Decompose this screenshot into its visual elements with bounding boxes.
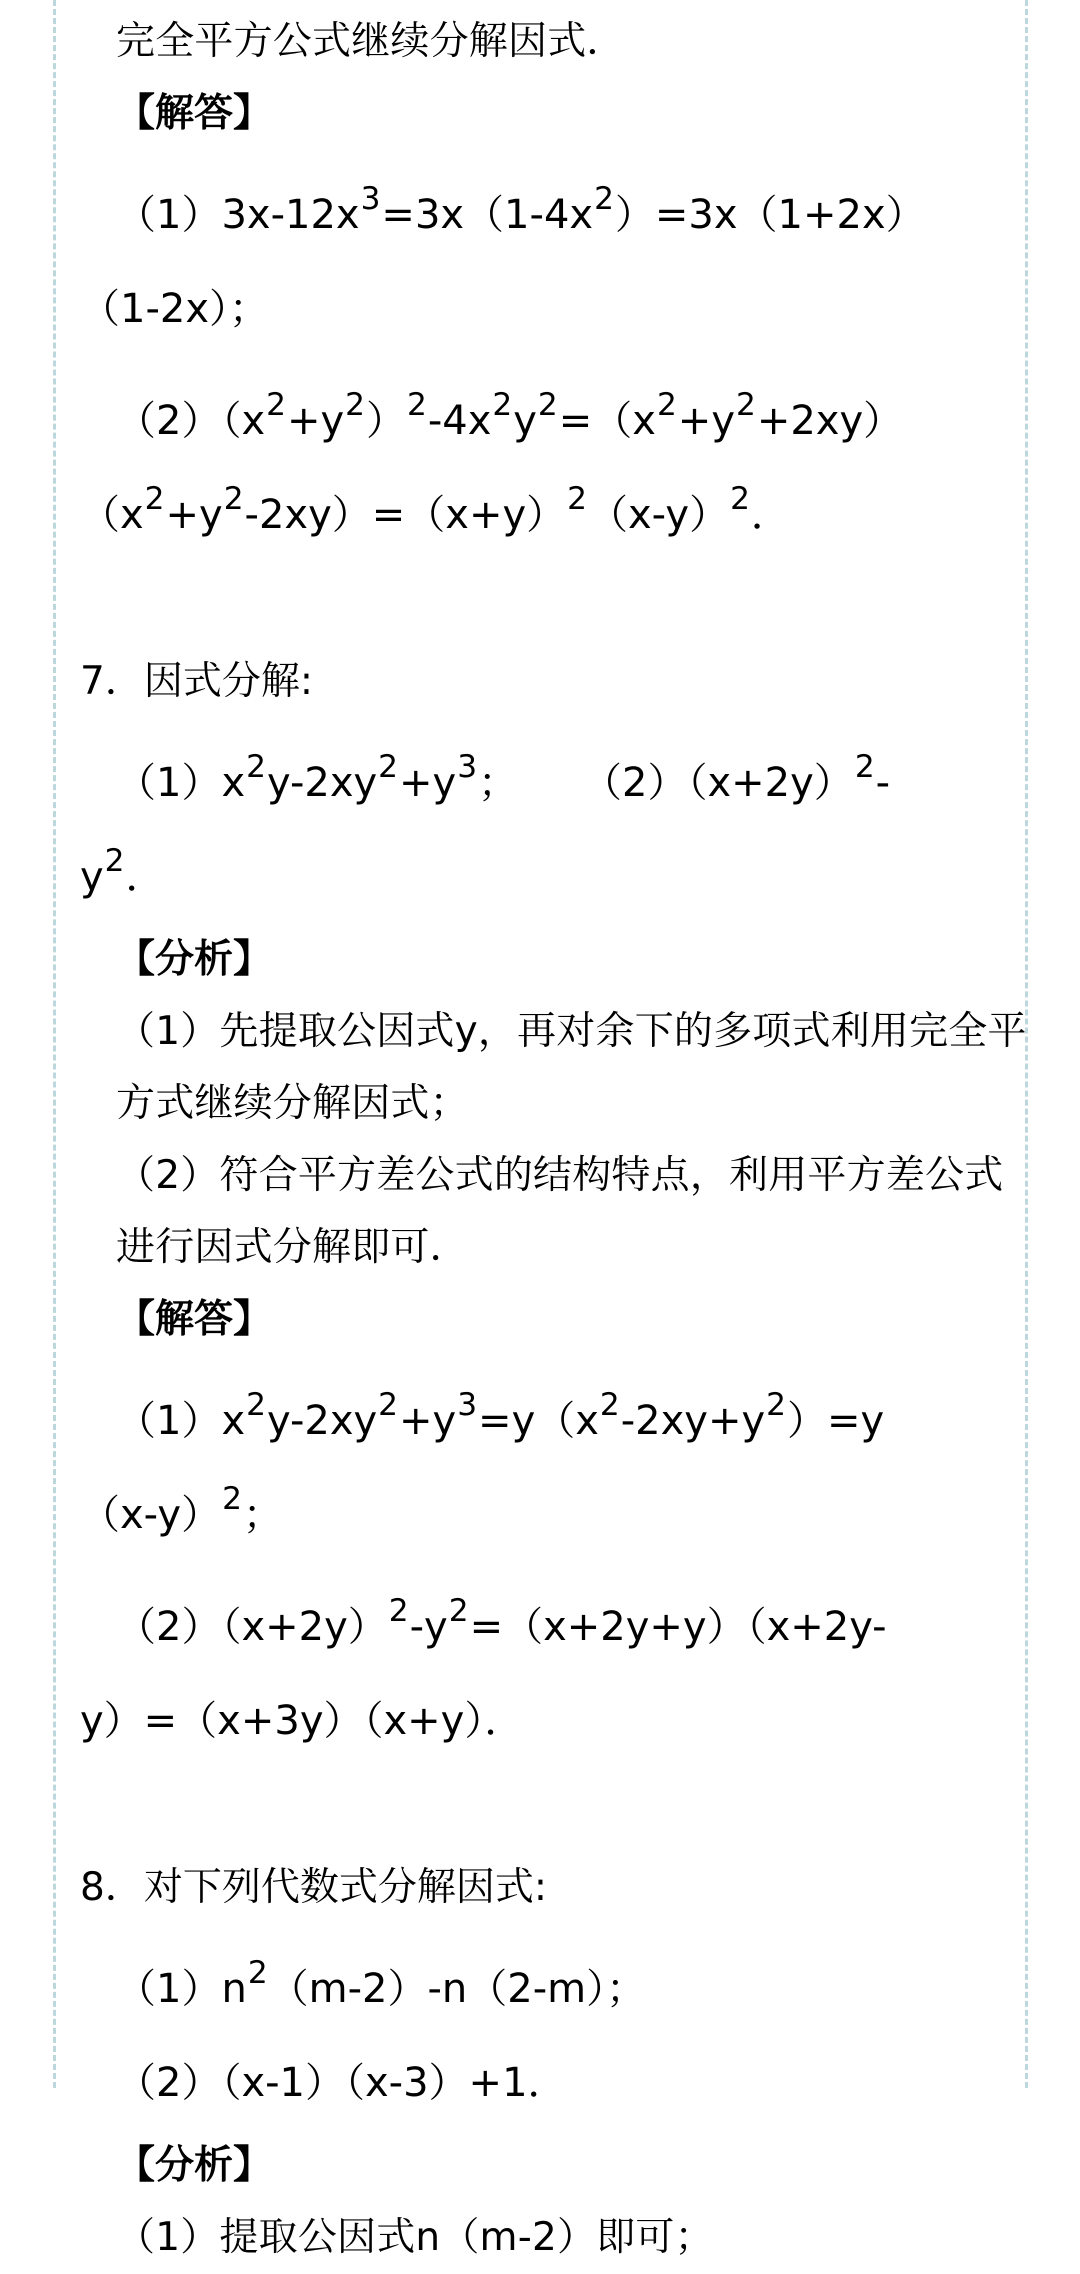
q7-answer-part2-line1: $(2)(x+2y)^2-y^2=(x+2y+y)(x+2y-$ (116, 1592, 887, 1650)
spacer (0, 1562, 1080, 1580)
q6-answer-part1-line2: （1-2x）； (80, 286, 270, 332)
q7-analysis-part1: （1）先提取公因式y，再对余下的多项式利用完全平方式继续分解因式； (116, 1009, 1027, 1126)
spacer (0, 150, 1080, 168)
question-8-title: 8．对下列代数式分解因式: (80, 1865, 547, 1910)
spacer (0, 1356, 1080, 1374)
q7-answer-part1-line1: $(1)x^2y-2xy^2+y^3=y(x^2-2xy+y^2)=y$ (116, 1386, 885, 1444)
spacer (0, 562, 1080, 646)
question-7-title: 7．因式分解: (80, 659, 313, 704)
q7-answer-part1-line2: $(x-y)^2$； (80, 1480, 283, 1538)
q6-answer-part2-line2: $(x^2+y^2-2xy)=(x+y)^2(x-y)^2$． (80, 480, 791, 538)
q7-analysis-heading: 【分析】 (116, 937, 273, 982)
question-8-item-1: $(1)n^2(m-2)-n(2-m)$； (116, 1954, 647, 2012)
q8-analysis-part1: （1）提取公因式n（m-2）即可； (116, 2215, 714, 2260)
spacer (0, 1924, 1080, 1942)
carry-over-text: 完全平方公式继续分解因式． (116, 19, 626, 64)
spacer (0, 1768, 1080, 1852)
question-7-items-line1: $(1)x^2y-2xy^2+y^3$； $(2)(x+2y)^2-$ (116, 748, 891, 806)
question-7-items-line2: $y^2$． (80, 842, 166, 900)
q6-answer-part1-line1: $(1)3x-12x^3=3x(1-4x^2)=3x(1+2x)$ (116, 180, 926, 238)
q7-answer-part2-line2: y）=（x+3y）（x+y）． (80, 1698, 525, 1744)
q6-answer-part2-line1: $(2)(x^2+y^2)^2-4x^2y^2=(x^2+y^2+2xy)$ (116, 386, 904, 444)
q6-answer-heading: 【解答】 (116, 91, 273, 136)
question-8-item-2: （2）（x-1）（x-3）+1． (116, 2060, 568, 2106)
q7-answer-heading: 【解答】 (116, 1297, 273, 1342)
q7-analysis-part2: （2）符合平方差公式的结构特点，利用平方差公式进行因式分解即可． (116, 1153, 1004, 1270)
spacer (0, 356, 1080, 374)
q8-analysis-heading: 【分析】 (116, 2143, 273, 2188)
spacer (0, 718, 1080, 736)
